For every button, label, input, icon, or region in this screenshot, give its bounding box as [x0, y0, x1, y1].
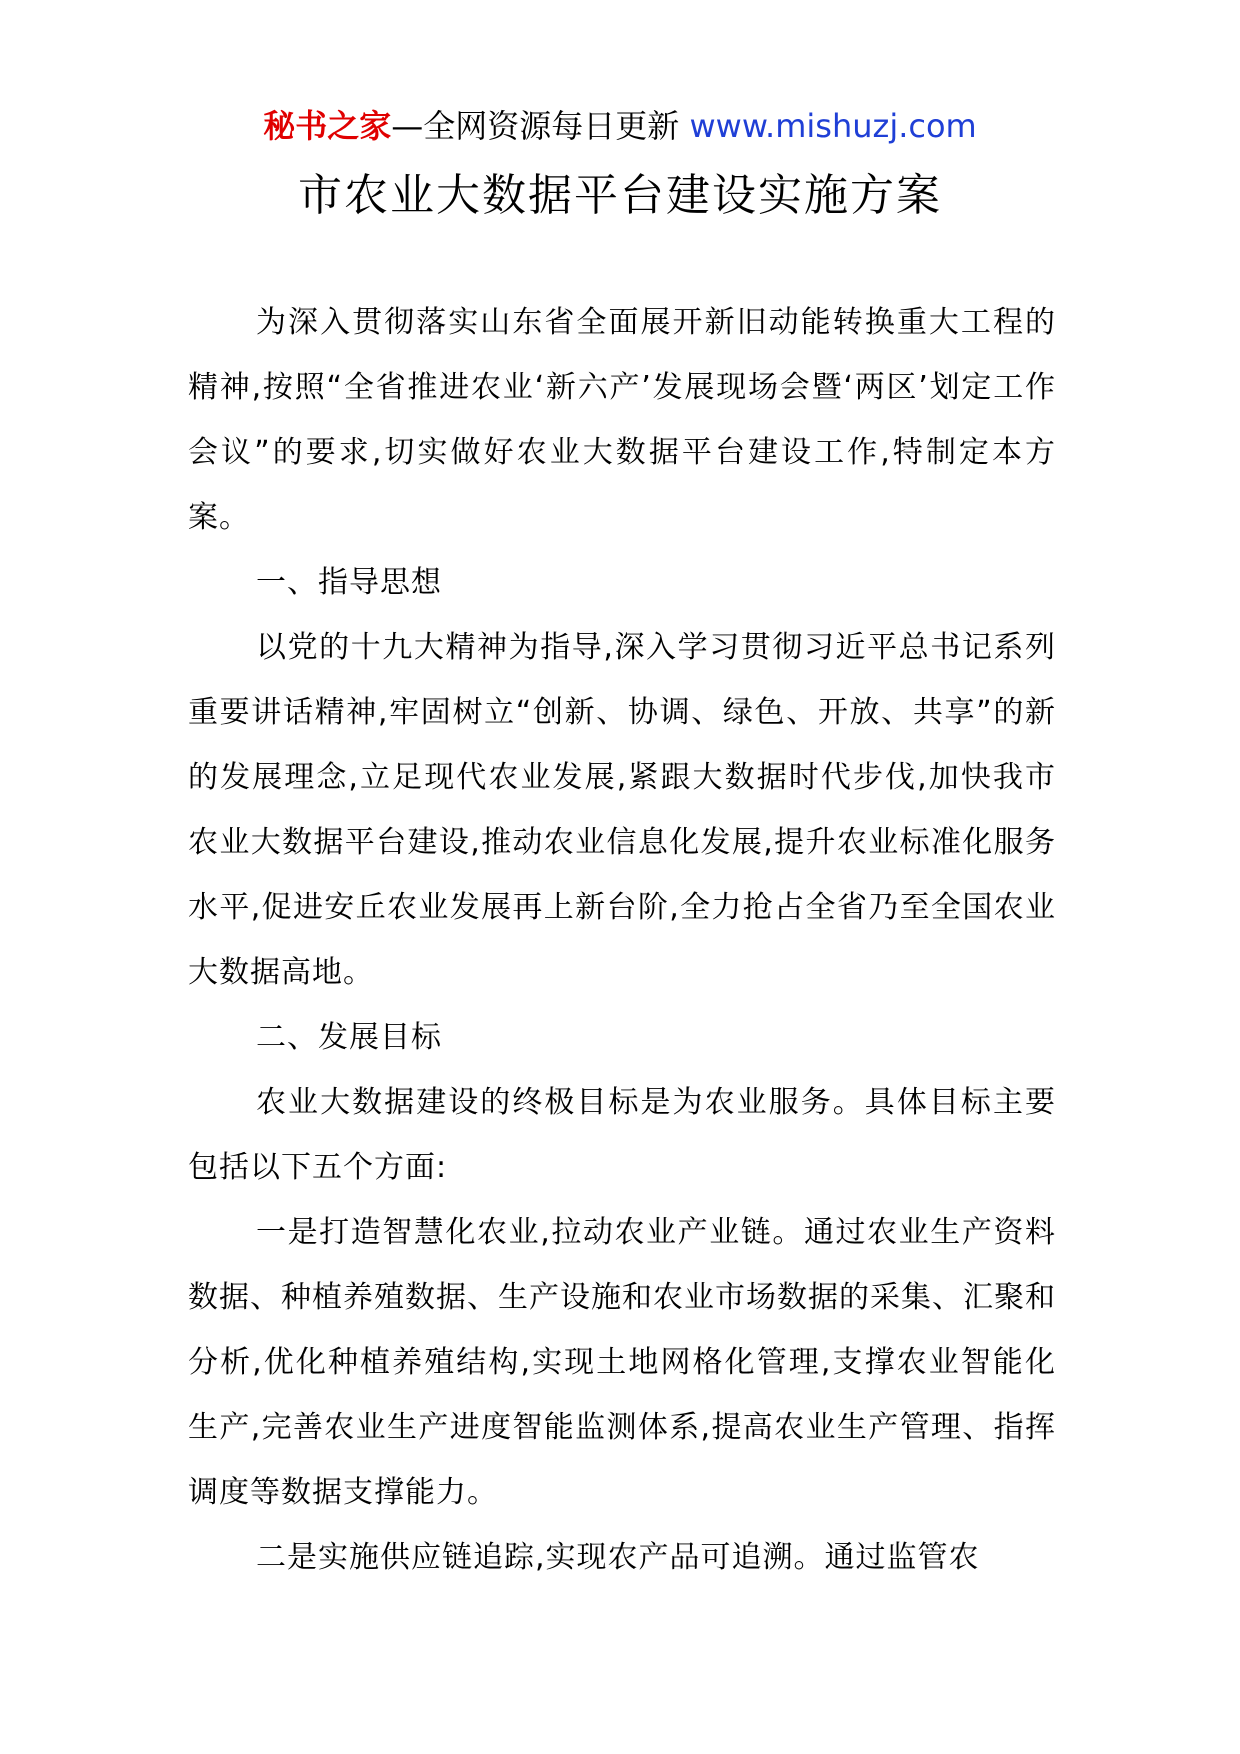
section-heading-guiding-thought: 一、指导思想	[256, 565, 442, 600]
guiding-thought-paragraph: 以党的十九大精神为指导,深入学习贯彻习近平总书记系列重要讲话精神,牢固树立“创新、协调、绿色、开放、共享”的新的发展理念,立足现代农业发展,紧跟大数据时代步伐,加快我市农业大数据平台建设,推动农业信息化发展,提升农业标准化服务水平,促进安丘农业发展再上新台阶,全力抢占全省乃至全国农业大数据高地。	[188, 630, 1056, 990]
site-url-link[interactable]: www.mishuzj.com	[689, 107, 977, 145]
document-body	[188, 290, 1056, 1590]
section-heading-development-goals: 二、发展目标	[256, 1020, 442, 1055]
intro-paragraph: 为深入贯彻落实山东省全面展开新旧动能转换重大工程的精神,按照“全省推进农业‘新六产’发展现场会暨‘两区’划定工作会议”的要求,切实做好农业大数据平台建设工作,特制定本方案。	[188, 305, 1056, 535]
site-header	[0, 104, 1240, 148]
goals-intro-paragraph: 农业大数据建设的终极目标是为农业服务。具体目标主要包括以下五个方面:	[188, 1085, 1056, 1185]
brand-name: 秘书之家	[263, 107, 392, 145]
document-title: 市农业大数据平台建设实施方案	[298, 170, 942, 221]
goal-two-paragraph: 二是实施供应链追踪,实现农产品可追溯。通过监管农	[256, 1540, 980, 1575]
goal-one-paragraph: 一是打造智慧化农业,拉动农业产业链。通过农业生产资料数据、种植养殖数据、生产设施和农业市场数据的采集、汇聚和分析,优化种植养殖结构,实现土地网格化管理,支撑农业智能化生产,完善农业生产进度智能监测体系,提高农业生产管理、指挥调度等数据支撑能力。	[188, 1215, 1056, 1510]
brand-slogan: —全网资源每日更新	[391, 107, 680, 145]
